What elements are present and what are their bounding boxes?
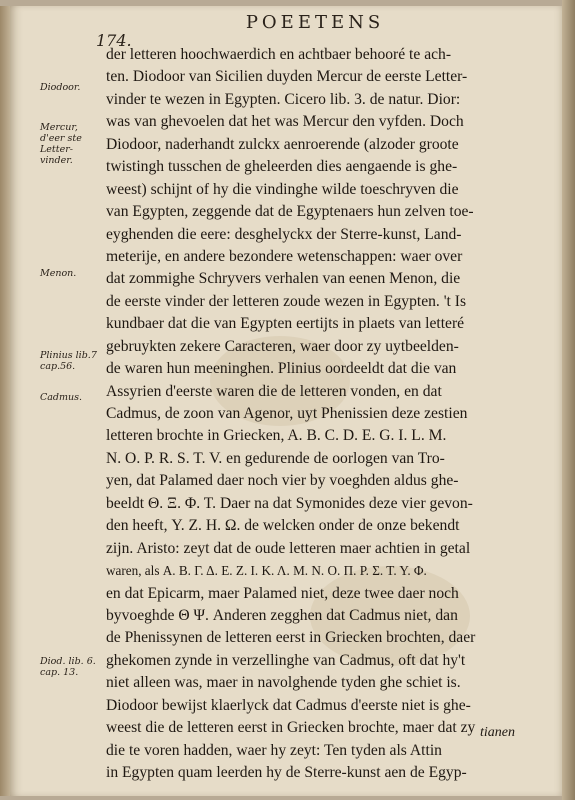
text-line: weest die de letteren eerst in Griecken brochte, maer dat zy [106, 719, 476, 737]
text-line: den heeft, Υ. Ζ. Η. Ω. de welcken onder de onze bekendt [106, 517, 460, 535]
text-line: der letteren hoochwaerdich en achtbaer behooré te ach- [106, 46, 452, 63]
body-text [106, 44, 542, 784]
catchword: tianen [480, 725, 515, 740]
text-line: van Egypten, zeggende dat de Egyptenaers hun zelven toe- [106, 203, 474, 221]
margin-note: Cadmus. [40, 392, 83, 403]
margin-note: Plinius lib.7 cap.56. [40, 350, 97, 372]
text-line: meterije, en andere bezondere wetenschappen: waer over [106, 247, 463, 265]
text-line: niet alleen was, maer in navolghende tyden ghe schiet is. [106, 674, 461, 692]
text-line: twistingh tusschen de gheleerden dies aengaende is ghe- [106, 158, 458, 176]
text-line: waren, als Α. Β. Γ. Δ. Ε. Ζ. Ι. Κ. Λ. Μ. Ν. Ο. Π. Ρ. Σ. Τ. Υ. Φ. [106, 563, 427, 579]
text-line: letteren brochte in Griecken, A. B. C. D. E. G. I. L. M. [106, 427, 447, 445]
text-line: ghekomen zynde in verzellinghe van Cadmus, oft dat hy't [106, 651, 466, 669]
margin-note: Diod. lib. 6. cap. 13. [40, 656, 96, 678]
margin-note: Menon. [40, 268, 77, 279]
margin-note: Mercur, d'eer ste Letter-vinder. [40, 122, 82, 166]
text-line: vinder te wezen in Egypten. Cicero lib. 3. de natur. Dior: [106, 90, 461, 108]
text-line: N. O. P. R. S. T. V. en gedurende de oorlogen van Tro- [106, 449, 445, 467]
text-line: Diodoor bewijst klaerlyck dat Cadmus d'eerste niet is ghe- [106, 696, 471, 714]
text-line: kundbaer dat die van Egypten eertijts in plaets van letteré [106, 315, 465, 333]
page-number: 174. [96, 31, 132, 50]
text-line: zijn. Aristo: zeyt dat de oude letteren maer achtien in getal [106, 539, 471, 557]
text-line: eyghenden die eere: desghelyckx der Sterre-kunst, Land- [106, 225, 462, 243]
text-line: ten. Diodoor van Sicilien duyden Mercur de eerste Letter- [106, 68, 468, 86]
text-line: in Egypten quam leerden hy de Sterre-kunst aen de Egyp- [106, 764, 467, 781]
text-line: Cadmus, de zoon van Agenor, uyt Phenissien deze zestien [106, 405, 468, 422]
text-line: dat zommighe Schryvers verhalen van eenen Menon, die [106, 270, 461, 288]
text-line: Assyrien d'eerste waren die de letteren vonden, en dat [106, 382, 442, 400]
running-title: POEETENS [245, 12, 385, 33]
text-line: en dat Epicarm, maer Palamed niet, deze twee daer noch [106, 584, 459, 602]
text-line: Diodoor, naderhandt zulckx aenroerende (alzoder groote [106, 135, 459, 153]
text-line: weest) schijnt of hy die vindinghe wilde toeschryven die [106, 180, 459, 198]
text-line: yen, dat Palamed daer noch vier by voeghden aldus ghe- [106, 472, 459, 490]
text-line: de waren hun meeninghen. Plinius oordeeldt dat die van [106, 360, 457, 378]
text-line: de Phenissynen de letteren eerst in Griecken brochten, daer [106, 629, 476, 647]
text-line: byvoeghde Θ Ψ. Anderen zegghen dat Cadmus niet, dan [106, 606, 458, 624]
text-line: die te voren hadden, waer hy zeyt: Ten tyden als Attin [106, 741, 442, 759]
text-line: de eerste vinder der letteren zoude wezen in Egypten. 't Is [106, 292, 467, 310]
text-line: beeldt Θ. Ξ. Φ. Τ. Daer na dat Symonides deze vier gevon- [106, 494, 473, 512]
margin-note: Diodoor. [40, 82, 81, 93]
text-line: was van ghevoelen dat het was Mercur den vyfden. Doch [106, 113, 464, 131]
page-edge-shadow [562, 0, 575, 800]
text-line: gebruykten zekere Caracteren, waer door zy uytbeelden- [106, 337, 459, 355]
